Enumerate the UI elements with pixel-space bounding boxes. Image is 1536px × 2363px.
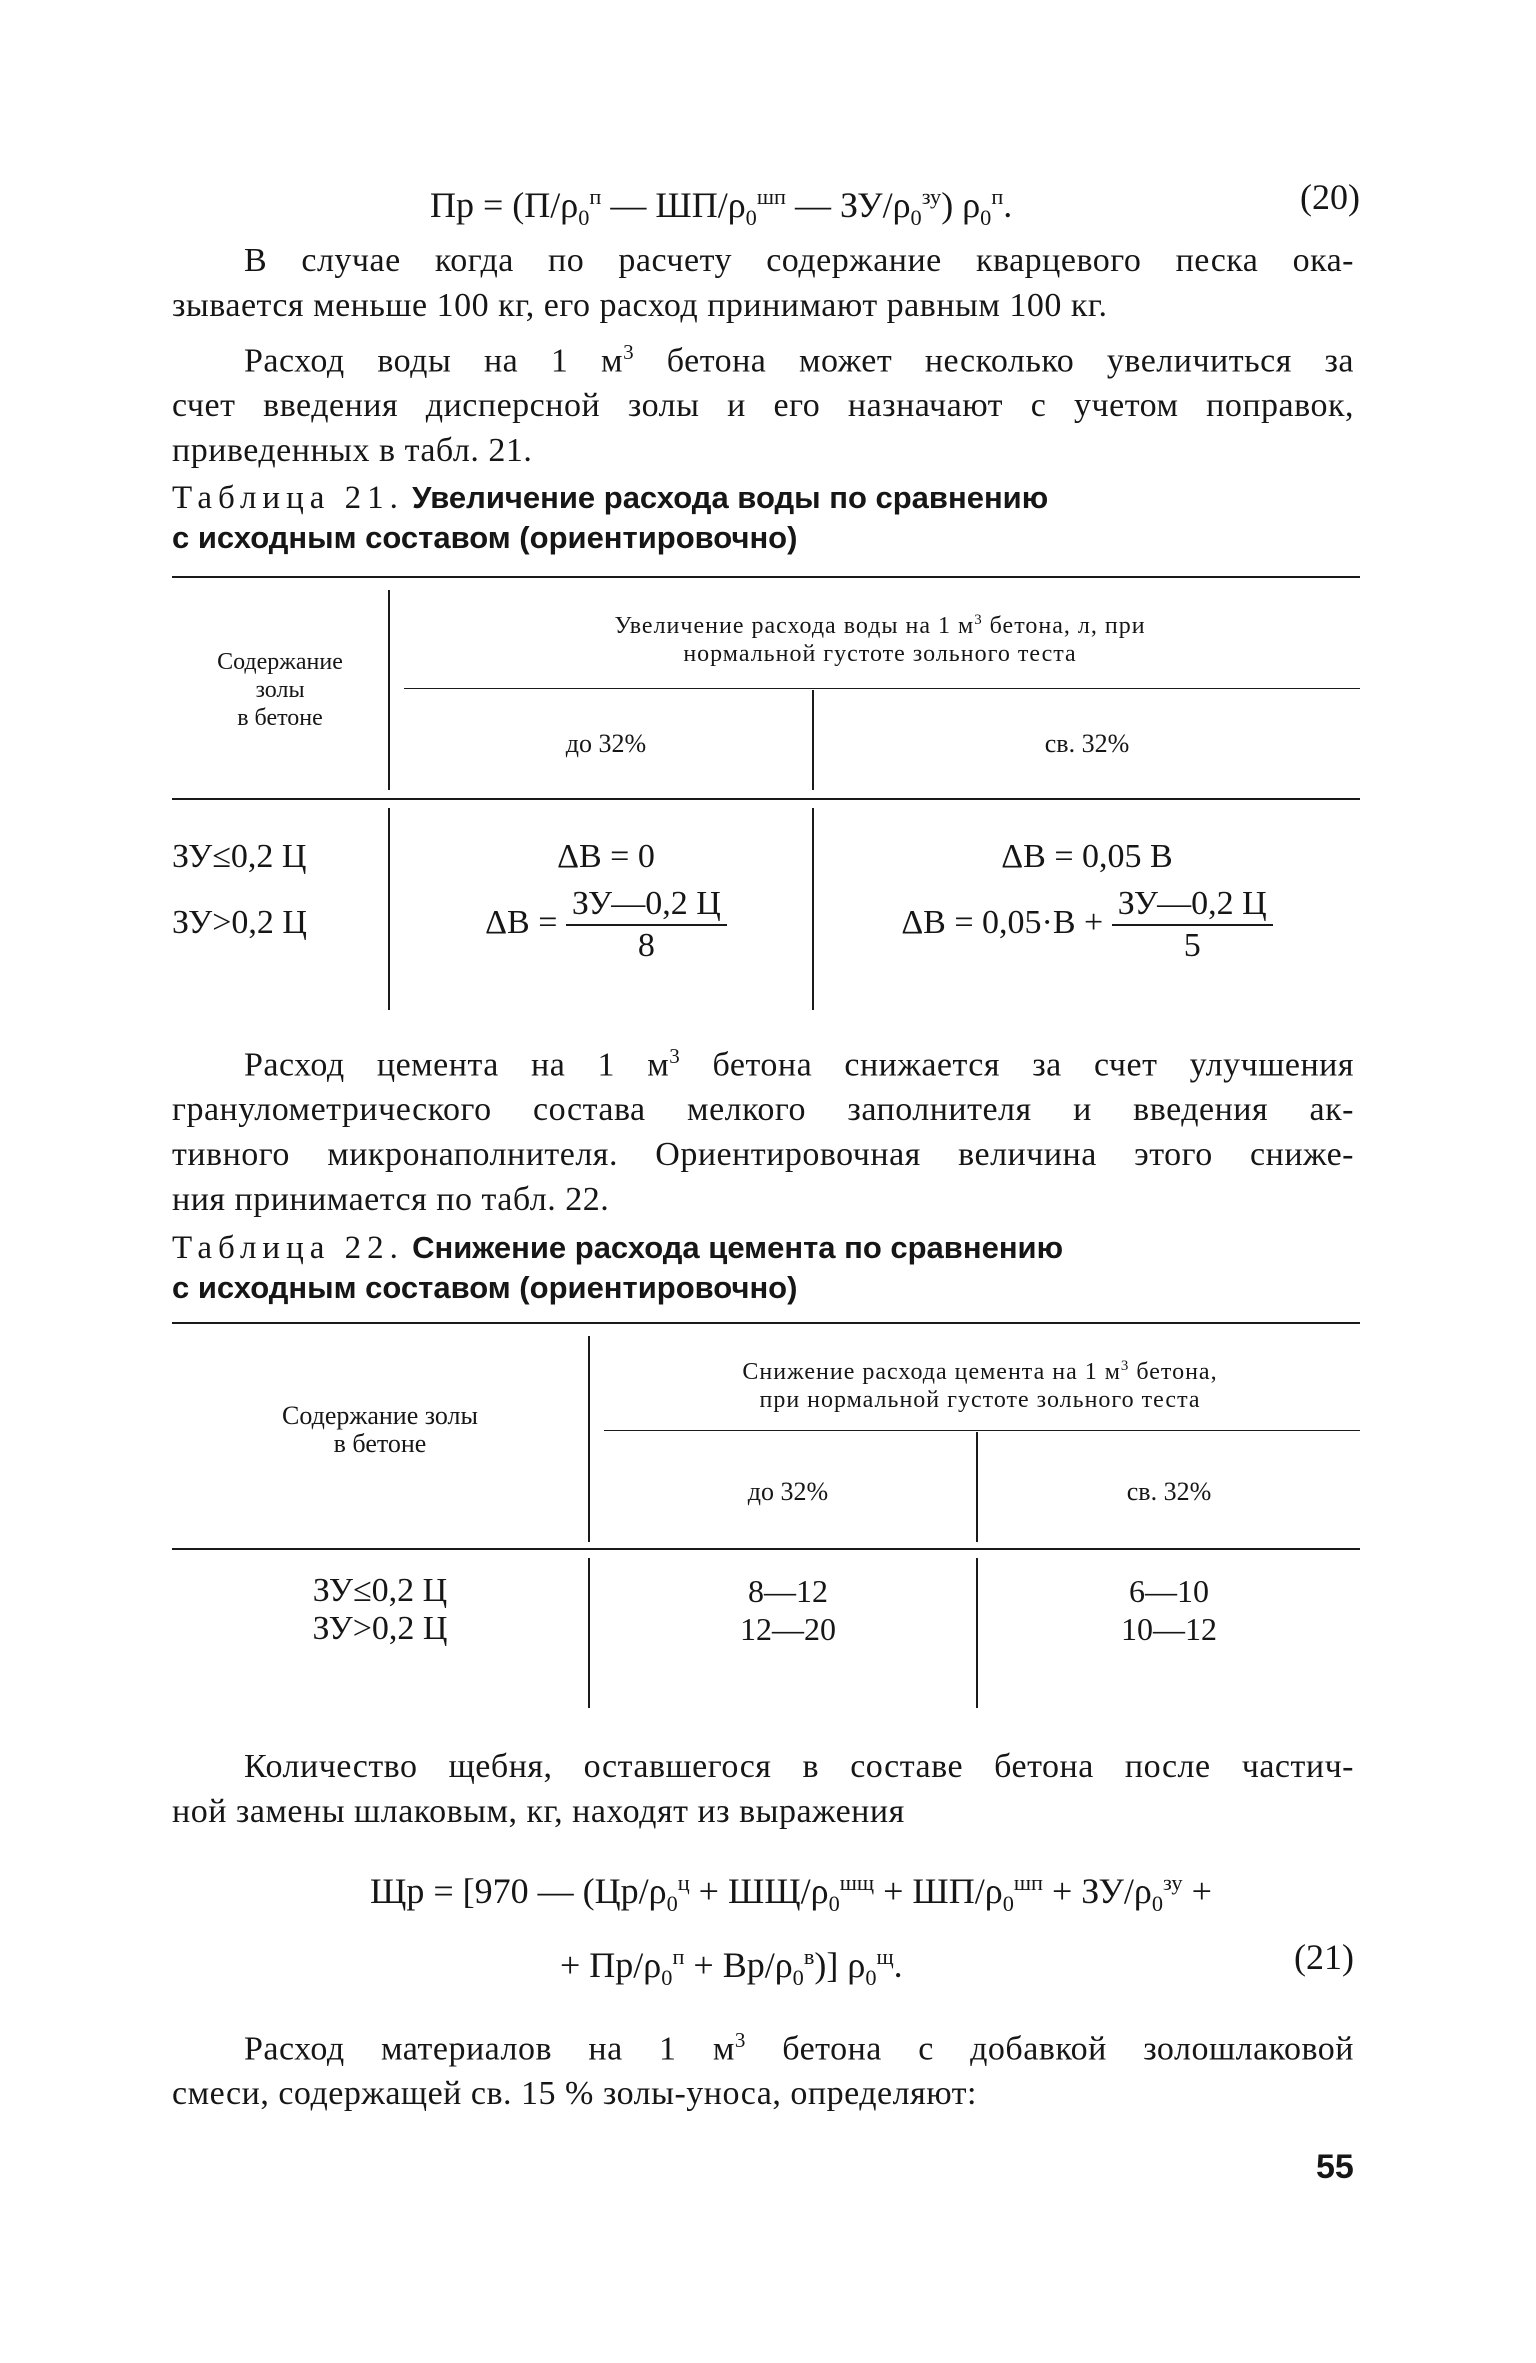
table-22-vline-1 bbox=[588, 1336, 590, 1542]
paragraph-3-line-4: ния принимается по табл. 22. bbox=[172, 1181, 610, 1219]
table-21-col0-header-line-2: золы bbox=[255, 677, 305, 703]
table-21-col0-header-line-1: Содержание bbox=[217, 649, 343, 675]
table-21-title-line-2: с исходным составом (ориентировочно) bbox=[172, 520, 798, 555]
table-21-group-header-line-1: Увеличение расхода воды на 1 $м^3$ бетона, л, при bbox=[614, 612, 1146, 639]
paragraph-4 bbox=[172, 1744, 1354, 1834]
table-21-row-2-col2-numerator: ЗУ—0,2 Ц bbox=[1112, 884, 1273, 926]
paragraph-5-line-2: смеси, содержащей св. 15 % золы-уноса, определяют: bbox=[172, 2075, 977, 2113]
table-22-top-rule bbox=[172, 1322, 1360, 1324]
table-21-label: Таблица 21. bbox=[172, 480, 404, 516]
table-22-title-line-1: Снижение расхода цемента по сравнению bbox=[412, 1230, 1064, 1265]
table-21-row-2-col2-fraction bbox=[1112, 884, 1273, 966]
table-21-row-2-col1-lhs: ΔВ = bbox=[485, 903, 558, 941]
formula-21-number: (21) bbox=[1294, 1937, 1354, 1977]
table-22-row-2-col1: 12—20 bbox=[740, 1611, 836, 1647]
table-22-col0-header-line-2: в бетоне bbox=[333, 1429, 427, 1458]
table-21-row-2-col2-lhs: ΔВ = 0,05·В + bbox=[901, 903, 1104, 941]
table-22-col0-header bbox=[180, 1402, 580, 1458]
table-21-col1-header: до 32% bbox=[565, 729, 647, 758]
paragraph-5 bbox=[172, 2018, 1354, 2116]
paragraph-1-line-2: зывается меньше 100 кг, его расход принимают равным 100 кг. bbox=[172, 287, 1108, 324]
table-22-row-2-col2: 10—12 bbox=[1121, 1611, 1217, 1647]
table-22-header-rule bbox=[172, 1548, 1360, 1550]
table-21-row-2-col1-denominator: 8 bbox=[637, 927, 655, 964]
paragraph-2-line-2: счет введения дисперсной золы и его назначают с учетом поправок, bbox=[172, 387, 1354, 425]
table-21-row-2-col2 bbox=[814, 884, 1360, 966]
paragraph-3 bbox=[172, 1034, 1354, 1222]
table-22-row-1-content: ЗУ≤0,2 Ц bbox=[312, 1572, 448, 1609]
paragraph-2-line-3: приведенных в табл. 21. bbox=[172, 432, 533, 470]
paragraph-3-line-3: тивного микронаполнителя. Ориентировочная величина этого сниже- bbox=[172, 1136, 1354, 1174]
table-22-group-header bbox=[600, 1352, 1360, 1414]
table-21-col2-header: св. 32% bbox=[1044, 729, 1130, 758]
table-22-group-rule bbox=[604, 1430, 1360, 1431]
table-22-col2-values bbox=[978, 1572, 1360, 1648]
table-21-row-1-col1: ΔВ = 0 bbox=[557, 838, 655, 875]
formula-20-text: Пр = ($П/\rho_0^п$ — $ШП/\rho_0^{шп}$ — $ЗУ/\rho_0^{зу}$) $\rho_0^п$. bbox=[430, 184, 1013, 231]
table-22-col1-header: до 32% bbox=[747, 1477, 829, 1506]
table-21-row-2-col1-numerator: ЗУ—0,2 Ц bbox=[566, 884, 727, 926]
table-21-vline-1 bbox=[388, 590, 390, 790]
paragraph-3-line-1: Расход цемента на 1 $м^3$ бетона снижается за счет улучшения bbox=[244, 1044, 1355, 1084]
paragraph-2-line-1: Расход воды на 1 $м^3$ бетона может несколько увеличиться за bbox=[244, 340, 1355, 380]
formula-21-line-2: + $Пр/\rho_0^п + Вр/\rho_0^в$)] $\rho_0^щ$. bbox=[560, 1944, 903, 1991]
table-22-vline-3 bbox=[588, 1558, 590, 1708]
paragraph-5-line-1: Расход материалов на 1 $м^3$ бетона с добавкой золошлаковой bbox=[244, 2028, 1354, 2068]
table-22-col0-values bbox=[180, 1572, 580, 1648]
formula-20 bbox=[430, 172, 1012, 243]
table-22-row-1-col2: 6—10 bbox=[1129, 1573, 1209, 1609]
table-21-group-rule bbox=[404, 688, 1360, 689]
table-21-col0-header-line-3: в бетоне bbox=[237, 705, 323, 731]
table-21-row-2-col1 bbox=[400, 884, 812, 966]
table-21-row-1-col2: ΔВ = 0,05 В bbox=[1001, 838, 1173, 875]
table-22-group-header-line-1: Снижение расхода цемента на 1 $м^3$ бетона, bbox=[742, 1358, 1218, 1385]
paragraph-3-line-2: гранулометрического состава мелкого заполнителя и введения ак- bbox=[172, 1091, 1354, 1129]
table-21-title-line-1: Увеличение расхода воды по сравнению bbox=[412, 480, 1049, 515]
table-21-group-header bbox=[400, 606, 1360, 668]
table-21-row-1-content: ЗУ≤0,2 Ц bbox=[172, 838, 307, 875]
table-21-top-rule bbox=[172, 576, 1360, 578]
formula-21-line-1: Щр = [970 — ($Цр/\rho_0^ц + ШЩ/\rho_0^{шщ} + ШП/\rho_0^{шп} + ЗУ/\rho_0^{зу}$ + bbox=[370, 1870, 1212, 1917]
paragraph-1 bbox=[172, 238, 1354, 328]
table-22-row-1-col1: 8—12 bbox=[748, 1573, 828, 1609]
table-22-label: Таблица 22. bbox=[172, 1230, 404, 1266]
table-21-row-2-col1-fraction bbox=[566, 884, 727, 966]
table-21-header-rule bbox=[172, 798, 1360, 800]
table-21-col0-header bbox=[180, 648, 380, 732]
paragraph-4-line-1: Количество щебня, оставшегося в составе бетона после частич- bbox=[244, 1748, 1354, 1785]
paragraph-1-line-1: В случае когда по расчету содержание кварцевого песка ока- bbox=[244, 242, 1354, 279]
table-21-vline-3 bbox=[388, 808, 390, 1010]
paragraph-4-line-2: ной замены шлаковым, кг, находят из выражения bbox=[172, 1793, 905, 1830]
table-21-row-2-col2-denominator: 5 bbox=[1183, 927, 1201, 964]
table-22-col0-header-line-1: Содержание золы bbox=[282, 1401, 478, 1430]
page-number: 55 bbox=[1316, 2148, 1354, 2186]
formula-20-number: (20) bbox=[1300, 177, 1360, 217]
table-22-caption bbox=[172, 1228, 1063, 1308]
table-22-group-header-line-2: при нормальной густоте зольного теста bbox=[759, 1387, 1201, 1413]
table-22-row-2-content: ЗУ>0,2 Ц bbox=[312, 1610, 448, 1647]
table-21-caption bbox=[172, 478, 1048, 558]
table-21-row-2-content: ЗУ>0,2 Ц bbox=[172, 904, 307, 941]
table-21-group-header-line-2: нормальной густоте зольного теста bbox=[683, 641, 1077, 667]
paragraph-2 bbox=[172, 330, 1354, 473]
table-22-col2-header: св. 32% bbox=[1126, 1477, 1212, 1506]
table-22-title-line-2: с исходным составом (ориентировочно) bbox=[172, 1270, 798, 1305]
table-22-col1-values bbox=[600, 1572, 976, 1648]
